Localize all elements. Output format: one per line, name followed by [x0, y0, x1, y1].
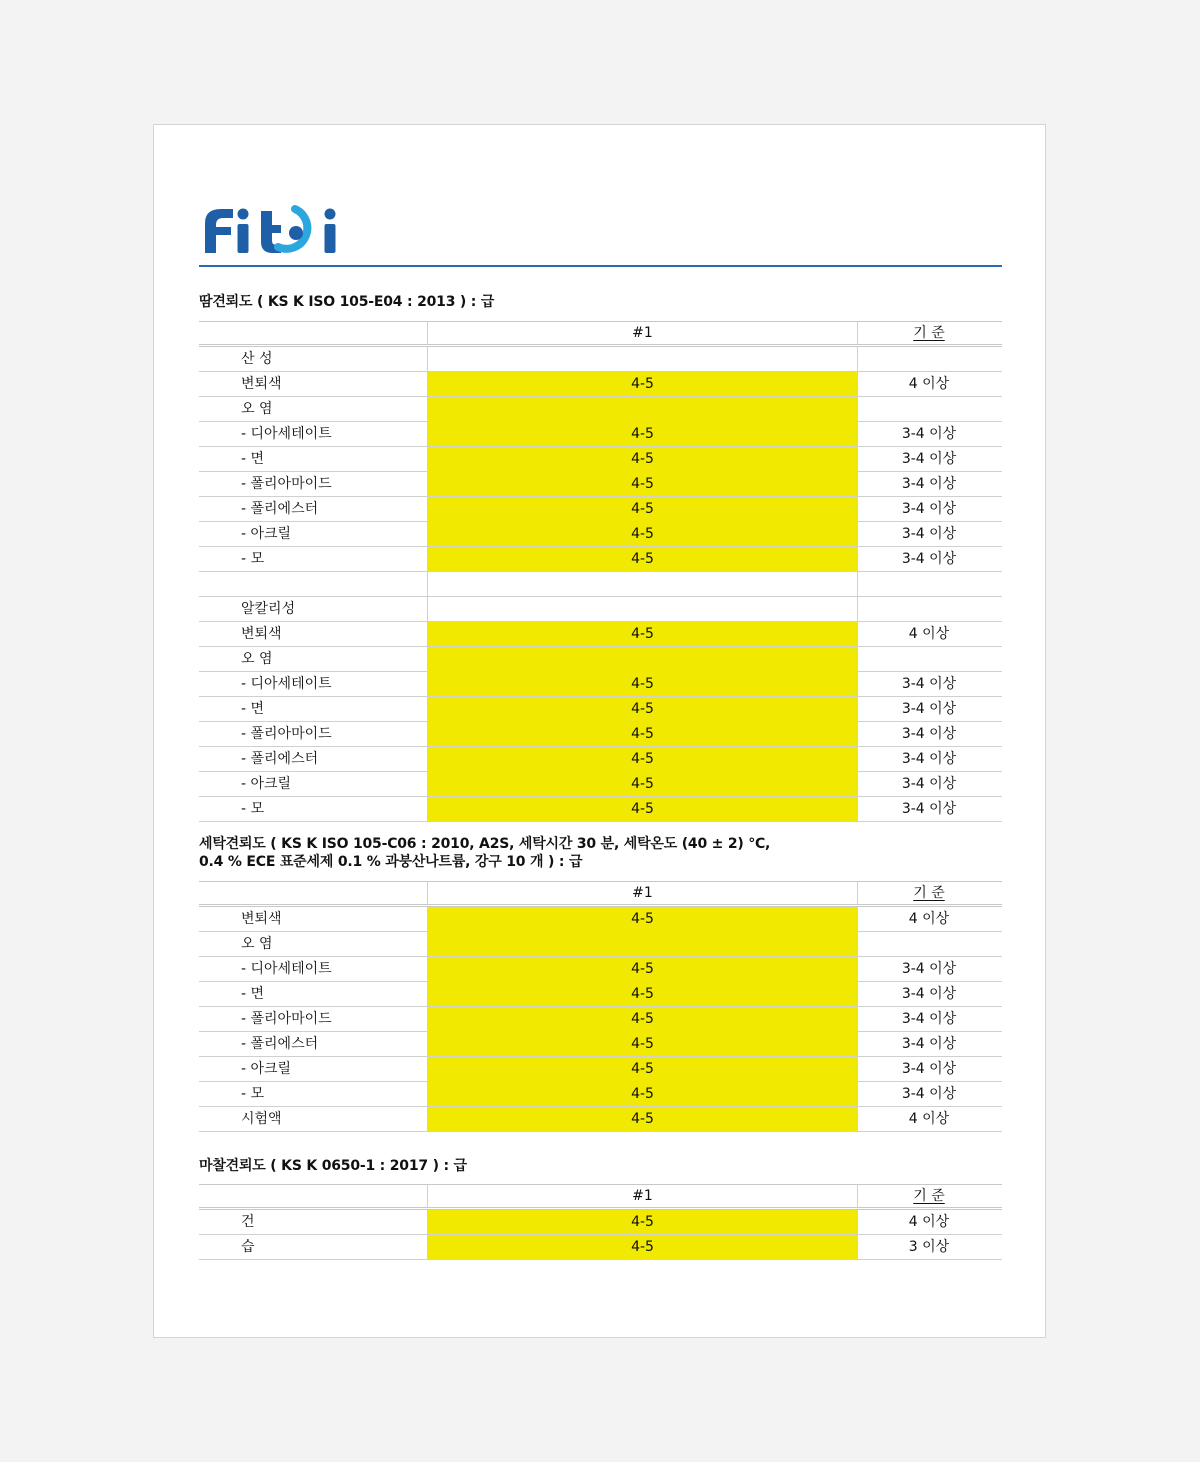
row-standard: 3-4 이상 [901, 476, 957, 492]
row-label: 변퇴색 [241, 911, 282, 927]
row-standard [856, 397, 1002, 421]
row-label: 알칼리성 [241, 601, 296, 617]
row-result [427, 932, 858, 956]
table-row [199, 372, 1002, 397]
table-row [199, 722, 1002, 747]
rubbing-title: 마찰견뢰도 ( KS K 0650-1 : 2017 ) : 급 [199, 1158, 467, 1174]
row-standard: 3-4 이상 [901, 501, 957, 517]
row-result: 4-5 [427, 982, 858, 1006]
row-standard: 3-4 이상 [901, 526, 957, 542]
row-standard: 4 이상 [908, 376, 950, 392]
row-standard: 3-4 이상 [901, 961, 957, 977]
header-standard-text: 기 준 [913, 1188, 945, 1204]
row-result: 4-5 [427, 747, 858, 771]
row-result: 4-5 [427, 1032, 858, 1056]
table-header-row [199, 881, 1002, 907]
row-result: 4-5 [427, 797, 858, 821]
table-row [199, 622, 1002, 647]
row-result: 4-5 [427, 1235, 858, 1259]
perspiration-title: 땀견뢰도 ( KS K ISO 105-E04 : 2013 ) : 급 [199, 294, 495, 310]
table-row [199, 672, 1002, 697]
row-label: - 모 [241, 801, 265, 817]
report-page [153, 124, 1046, 1338]
table-row [199, 647, 1002, 672]
table-row [199, 982, 1002, 1007]
fiti-logo [199, 197, 349, 257]
table-row [199, 1082, 1002, 1107]
header-standard-text: 기 준 [913, 325, 945, 341]
perspiration-table [199, 321, 1002, 822]
row-standard: 3-4 이상 [901, 776, 957, 792]
row-label: 건 [241, 1214, 255, 1230]
row-result: 4-5 [427, 1007, 858, 1031]
row-result: 4-5 [427, 672, 858, 696]
washing-table [199, 881, 1002, 1132]
row-standard: 3-4 이상 [901, 726, 957, 742]
row-standard [856, 597, 1002, 621]
row-label: - 아크릴 [241, 526, 292, 542]
table-row [199, 1057, 1002, 1082]
header-sample-id-text: #1 [632, 325, 653, 341]
table-row [199, 932, 1002, 957]
row-label [199, 572, 427, 596]
table-row [199, 907, 1002, 932]
row-result: 4-5 [427, 1082, 858, 1106]
row-result: 4-5 [427, 1057, 858, 1081]
row-label: - 면 [241, 701, 265, 717]
row-standard: 3-4 이상 [901, 1061, 957, 1077]
row-result [427, 397, 858, 421]
table-row [199, 397, 1002, 422]
row-label: - 아크릴 [241, 1061, 292, 1077]
row-result [427, 572, 858, 596]
table-row [199, 1032, 1002, 1057]
row-result [427, 647, 858, 671]
header-sample-id [427, 1185, 858, 1207]
row-label: 산 성 [241, 351, 273, 367]
table-row [199, 497, 1002, 522]
header-sample-id [427, 322, 858, 344]
row-result: 4-5 [427, 1210, 858, 1234]
row-label: - 폴리아마이드 [241, 476, 332, 492]
row-standard: 3 이상 [908, 1239, 950, 1255]
header-sample-id-text: #1 [632, 885, 653, 901]
row-standard [856, 932, 1002, 956]
row-result: 4-5 [427, 722, 858, 746]
row-result: 4-5 [427, 697, 858, 721]
row-standard: 3-4 이상 [901, 1011, 957, 1027]
row-standard: 3-4 이상 [901, 701, 957, 717]
table-row [199, 547, 1002, 572]
header-sample-id-text: #1 [632, 1188, 653, 1204]
table-row [199, 697, 1002, 722]
row-standard [856, 647, 1002, 671]
row-standard: 3-4 이상 [901, 426, 957, 442]
header-standard-text: 기 준 [913, 885, 945, 901]
row-standard: 3-4 이상 [901, 801, 957, 817]
table-row [199, 1210, 1002, 1235]
table-header-row [199, 321, 1002, 347]
washing-title-line2: 0.4 % ECE 표준세제 0.1 % 과붕산나트륨, 강구 10 개 ) : 급 [199, 854, 583, 870]
row-standard: 3-4 이상 [901, 986, 957, 1002]
header-standard [856, 322, 1002, 344]
header-standard [856, 1185, 1002, 1207]
row-label: 변퇴색 [241, 376, 282, 392]
row-result [427, 347, 858, 371]
header-rule [199, 265, 1002, 267]
row-label: - 모 [241, 551, 265, 567]
row-standard: 3-4 이상 [901, 1086, 957, 1102]
row-label: 시험액 [241, 1111, 282, 1127]
row-result: 4-5 [427, 447, 858, 471]
row-result: 4-5 [427, 372, 858, 396]
row-label: - 폴리에스터 [241, 501, 319, 517]
row-label: 변퇴색 [241, 626, 282, 642]
table-row [199, 957, 1002, 982]
row-standard: 4 이상 [908, 626, 950, 642]
row-label: - 아크릴 [241, 776, 292, 792]
table-row [199, 447, 1002, 472]
table-row [199, 422, 1002, 447]
row-standard [856, 347, 1002, 371]
row-label: - 디아세테이트 [241, 961, 332, 977]
row-result [427, 597, 858, 621]
row-result: 4-5 [427, 422, 858, 446]
row-label: - 폴리에스터 [241, 1036, 319, 1052]
row-result: 4-5 [427, 622, 858, 646]
table-header-row [199, 1184, 1002, 1210]
row-result: 4-5 [427, 907, 858, 931]
row-label: 습 [241, 1239, 255, 1255]
header-label [199, 882, 427, 904]
row-result: 4-5 [427, 522, 858, 546]
row-result: 4-5 [427, 957, 858, 981]
row-standard [856, 572, 1002, 596]
table-row [199, 1007, 1002, 1032]
table-row [199, 522, 1002, 547]
table-row [199, 747, 1002, 772]
row-standard: 3-4 이상 [901, 751, 957, 767]
row-standard: 3-4 이상 [901, 676, 957, 692]
row-label: - 폴리에스터 [241, 751, 319, 767]
table-row [199, 347, 1002, 372]
row-standard: 4 이상 [908, 1111, 950, 1127]
table-row [199, 797, 1002, 822]
header-label [199, 322, 427, 344]
row-label: - 면 [241, 986, 265, 1002]
row-result: 4-5 [427, 1107, 858, 1131]
row-result: 4-5 [427, 547, 858, 571]
table-row [199, 572, 1002, 597]
row-label: - 모 [241, 1086, 265, 1102]
row-standard: 3-4 이상 [901, 451, 957, 467]
row-label: - 디아세테이트 [241, 676, 332, 692]
row-label: 오 염 [241, 936, 273, 952]
washing-title-line1: 세탁견뢰도 ( KS K ISO 105-C06 : 2010, A2S, 세탁시간 30 분, 세탁온도 (40 ± 2) ℃, [199, 836, 771, 852]
header-standard [856, 882, 1002, 904]
row-standard: 3-4 이상 [901, 1036, 957, 1052]
row-label: - 폴리아마이드 [241, 726, 332, 742]
table-row [199, 472, 1002, 497]
row-label: - 폴리아마이드 [241, 1011, 332, 1027]
table-row [199, 1235, 1002, 1260]
row-label: 오 염 [241, 651, 273, 667]
row-result: 4-5 [427, 472, 858, 496]
row-label: - 면 [241, 451, 265, 467]
row-standard: 4 이상 [908, 911, 950, 927]
row-label: - 디아세테이트 [241, 426, 332, 442]
row-result: 4-5 [427, 497, 858, 521]
row-standard: 4 이상 [908, 1214, 950, 1230]
table-row [199, 772, 1002, 797]
row-standard: 3-4 이상 [901, 551, 957, 567]
row-result: 4-5 [427, 772, 858, 796]
header-sample-id [427, 882, 858, 904]
row-label: 오 염 [241, 401, 273, 417]
table-row [199, 1107, 1002, 1132]
table-row [199, 597, 1002, 622]
rubbing-table [199, 1184, 1002, 1260]
header-label [199, 1185, 427, 1207]
